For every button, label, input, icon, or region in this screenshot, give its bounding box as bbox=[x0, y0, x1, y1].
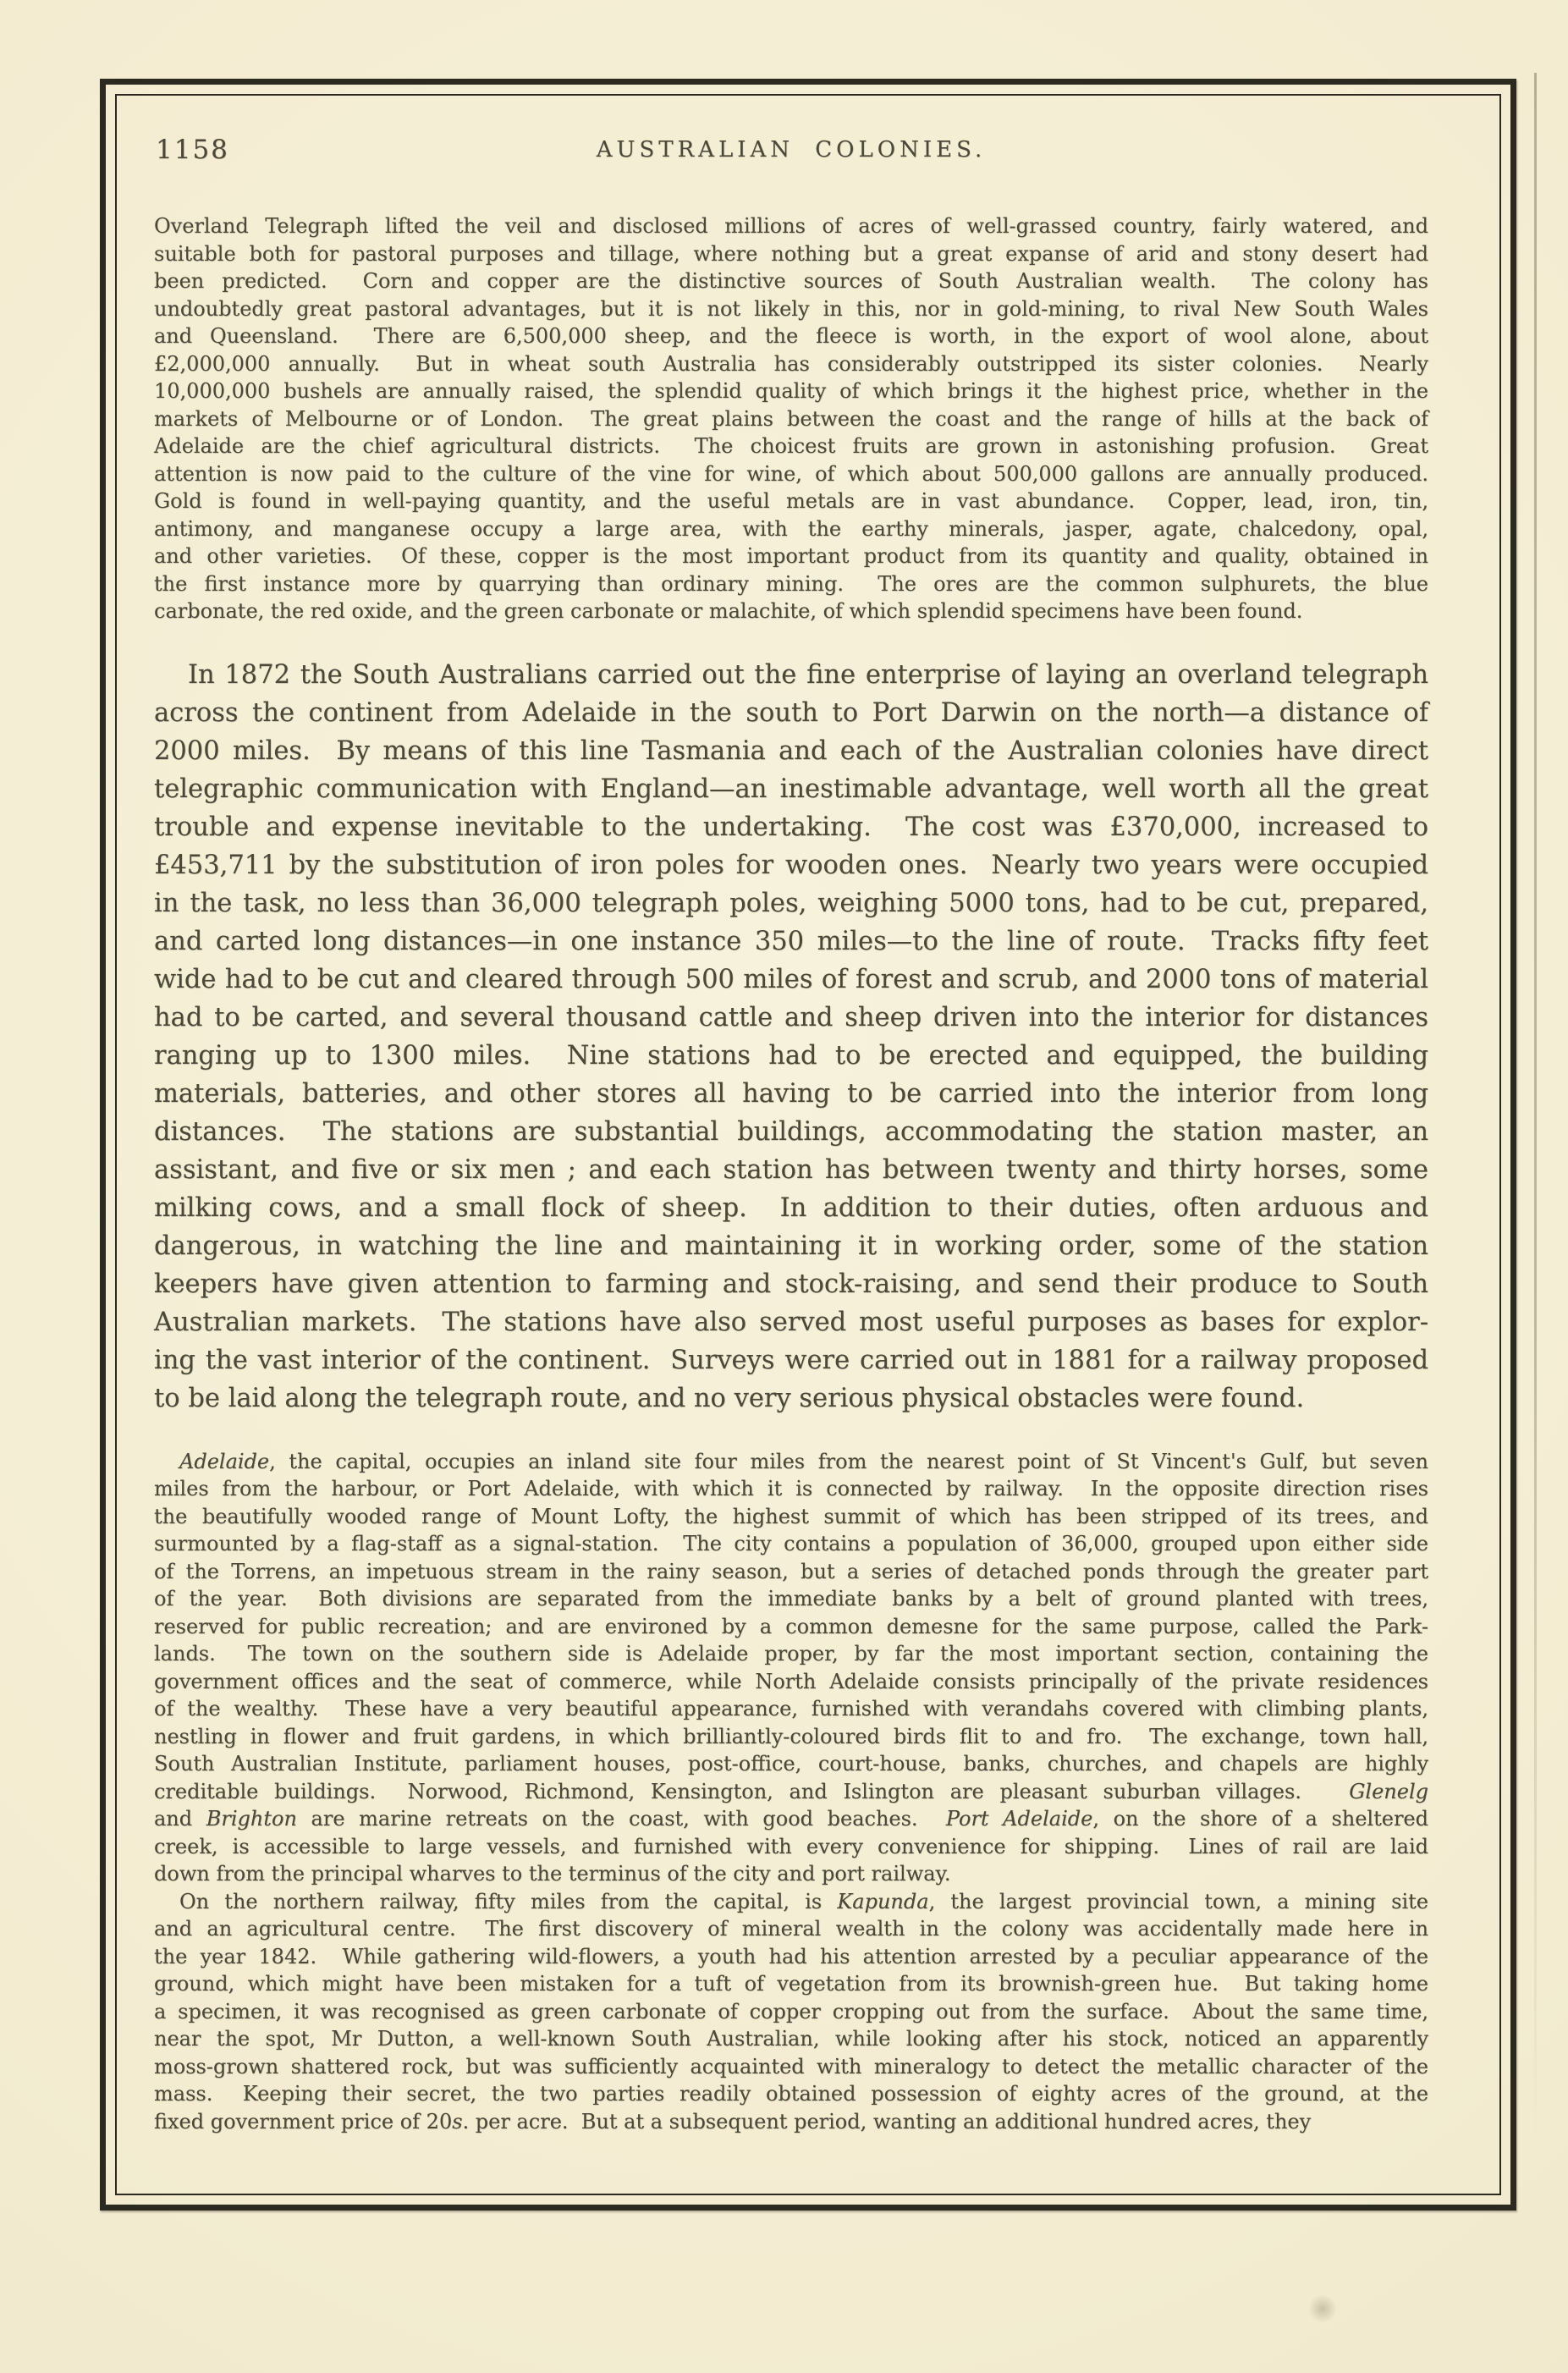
text-line: of the wealthy. These have a very beautiful appearance, furnished with verandahs covered with climbing plants, bbox=[154, 1697, 1428, 1721]
text-line: On the northern railway, fifty miles from the capital, is Kapunda, the largest provincial town, a mining site bbox=[179, 1889, 1429, 1913]
text-line: government offices and the seat of commerce, while North Adelaide consists principally of the private residences bbox=[154, 1669, 1428, 1693]
text-line: ground, which might have been mistaken for a tuft of vegetation from its brownish-green hue. But taking home bbox=[154, 1972, 1428, 1996]
text-line: keepers have given attention to farming and stock-raising, and send their produce to South bbox=[154, 1269, 1428, 1299]
text-line: creditable buildings. Norwood, Richmond, Kensington, and Islington are pleasant suburban villages. Glenelg bbox=[154, 1779, 1428, 1803]
text-line: trouble and expense inevitable to the undertaking. The cost was £370,000, increased to bbox=[154, 812, 1428, 842]
page-edge-line bbox=[1534, 73, 1537, 2138]
page-border-outer bbox=[100, 79, 1516, 2211]
text-line: 10,000,000 bushels are annually raised, the splendid quality of which brings it the highest price, whether in the bbox=[154, 379, 1428, 403]
text-line: undoubtedly great pastoral advantages, but it is not likely in this, nor in gold-mining, to rival New South Wales bbox=[154, 296, 1428, 321]
text-line: South Australian Institute, parliament houses, post-office, court-house, banks, churches, and chapels are highly bbox=[154, 1752, 1428, 1776]
text-line: a specimen, it was recognised as green carbonate of copper cropping out from the surface. About the same time, bbox=[154, 1999, 1428, 2023]
text-line: ing the vast interior of the continent. Surveys were carried out in 1881 for a railway proposed bbox=[154, 1345, 1428, 1375]
text-line: suitable both for pastoral purposes and tillage, where nothing but a great expanse of arid and stony desert had bbox=[154, 241, 1428, 266]
text-line: assistant, and five or six men ; and each station has between twenty and thirty horses, some bbox=[154, 1154, 1428, 1185]
text-line: telegraphic communication with England—an inestimable advantage, well worth all the great bbox=[154, 774, 1428, 804]
paragraph bbox=[154, 1888, 1428, 2136]
text-line: the year 1842. While gathering wild-flowers, a youth had his attention arrested by a peculiar appearance of the bbox=[154, 1944, 1428, 1968]
text-line: Gold is found in well-paying quantity, and the useful metals are in vast abundance. Copper, lead, iron, tin, bbox=[154, 489, 1428, 513]
text-line: and Queensland. There are 6,500,000 sheep, and the fleece is worth, in the export of wool alone, about bbox=[154, 324, 1428, 348]
text-line: nestling in flower and fruit gardens, in which brilliantly-coloured birds flit to and fro. The exchange, town hall, bbox=[154, 1724, 1428, 1748]
text-line: moss-grown shattered rock, but was sufficiently acquainted with mineralogy to detect the metallic character of the bbox=[154, 2054, 1428, 2078]
text-line: materials, batteries, and other stores all having to be carried into the interior from long bbox=[154, 1078, 1428, 1109]
paragraph bbox=[154, 656, 1428, 1418]
text-line: Australian markets. The stations have also served most useful purposes as bases for explor- bbox=[154, 1307, 1428, 1337]
text-line: markets of Melbourne or of London. The great plains between the coast and the range of hills at the back of bbox=[154, 406, 1428, 431]
text-line: wide had to be cut and cleared through 500 miles of forest and scrub, and 2000 tons of material bbox=[154, 964, 1428, 994]
text-line: Adelaide, the capital, occupies an inland site four miles from the nearest point of St Vincent's Gulf, but seven bbox=[179, 1449, 1428, 1473]
text-line: reserved for public recreation; and are environed by a common demesne for the same purpose, called the Park- bbox=[154, 1614, 1428, 1638]
page-header-title: AUSTRALIAN COLONIES. bbox=[596, 137, 987, 162]
text-line: in the task, no less than 36,000 telegraph poles, weighing 5000 tons, had to be cut, prepared, bbox=[154, 888, 1428, 918]
page-content bbox=[154, 133, 1428, 2194]
text-line: 2000 miles. By means of this line Tasmania and each of the Australian colonies have direct bbox=[154, 735, 1428, 766]
text-line: Overland Telegraph lifted the veil and disclosed millions of acres of well-grassed country, fairly watered, and bbox=[154, 214, 1428, 238]
text-line: fixed government price of 20s. per acre. But at a subsequent period, wanting an additional hundred acres, they bbox=[154, 2109, 1312, 2133]
text-line: to be laid along the telegraph route, and no very serious physical obstacles were found. bbox=[154, 1383, 1305, 1413]
text-line: and other varieties. Of these, copper is the most important product from its quantity and quality, obtained in bbox=[154, 544, 1428, 568]
text-line: across the continent from Adelaide in the south to Port Darwin on the north—a distance of bbox=[154, 697, 1428, 728]
text-line: near the spot, Mr Dutton, a well-known South Australian, while looking after his stock, noticed an apparently bbox=[154, 2027, 1428, 2051]
text-line: carbonate, the red oxide, and the green carbonate or malachite, of which splendid specimens have been found. bbox=[154, 599, 1303, 623]
page-number: 1158 bbox=[156, 135, 229, 165]
text-line: down from the principal wharves to the terminus of the city and port railway. bbox=[154, 1862, 951, 1886]
text-line: lands. The town on the southern side is Adelaide proper, by far the most important section, containing the bbox=[154, 1642, 1428, 1666]
text-line: £453,711 by the substitution of iron poles for wooden ones. Nearly two years were occupied bbox=[154, 850, 1428, 880]
text-line: and an agricultural centre. The first discovery of mineral wealth in the colony was accidentally made here in bbox=[154, 1917, 1428, 1941]
text-line: creek, is accessible to large vessels, and furnished with every convenience for shipping. Lines of rail are laid bbox=[154, 1834, 1428, 1858]
text-line: milking cows, and a small flock of sheep. In addition to their duties, often arduous and bbox=[154, 1192, 1428, 1223]
text-line: antimony, and manganese occupy a large area, with the earthy minerals, jasper, agate, chalcedony, opal, bbox=[154, 516, 1428, 541]
text-line: In 1872 the South Australians carried out the fine enterprise of laying an overland telegraph bbox=[188, 659, 1428, 690]
text-line: the beautifully wooded range of Mount Lofty, the highest summit of which has been stripped of its trees, and bbox=[154, 1504, 1428, 1528]
text-line: Adelaide are the chief agricultural districts. The choicest fruits are grown in astonishing profusion. Great bbox=[154, 434, 1428, 458]
page-border-inner bbox=[115, 94, 1501, 2195]
text-line: had to be carted, and several thousand cattle and sheep driven into the interior for distances bbox=[154, 1002, 1428, 1032]
text-line: mass. Keeping their secret, the two parties readily obtained possession of eighty acres of the ground, at the bbox=[154, 2082, 1428, 2106]
text-line: the first instance more by quarrying than ordinary mining. The ores are the common sulphurets, the blue bbox=[154, 571, 1428, 596]
page-paragraphs bbox=[154, 212, 1428, 2135]
paragraph bbox=[154, 212, 1428, 625]
text-line: dangerous, in watching the line and maintaining it in working order, some of the station bbox=[154, 1231, 1428, 1261]
text-line: of the year. Both divisions are separated from the immediate banks by a belt of ground planted with trees, bbox=[154, 1587, 1428, 1610]
paragraph bbox=[154, 1448, 1428, 1888]
text-line: ranging up to 1300 miles. Nine stations had to be erected and equipped, the building bbox=[154, 1040, 1428, 1071]
text-line: distances. The stations are substantial buildings, accommodating the station master, an bbox=[154, 1116, 1428, 1147]
text-line: miles from the harbour, or Port Adelaide, with which it is connected by railway. In the opposite direction rises bbox=[154, 1477, 1428, 1500]
text-line: attention is now paid to the culture of the vine for wine, of which about 500,000 gallons are annually produced. bbox=[154, 461, 1428, 486]
text-line: and Brighton are marine retreats on the coast, with good beaches. Port Adelaide, on the shore of a sheltered bbox=[154, 1807, 1428, 1831]
text-line: and carted long distances—in one instance 350 miles—to the line of route. Tracks fifty feet bbox=[154, 926, 1428, 956]
text-line: £2,000,000 annually. But in wheat south Australia has considerably outstripped its sister colonies. Nearly bbox=[154, 351, 1428, 376]
foxing-spot bbox=[1307, 2295, 1338, 2322]
running-header bbox=[154, 133, 1428, 172]
text-line: been predicted. Corn and copper are the distinctive sources of South Australian wealth. The colony has bbox=[154, 269, 1428, 293]
text-line: of the Torrens, an impetuous stream in the rainy season, but a series of detached ponds through the greater part bbox=[154, 1559, 1428, 1583]
text-line: surmounted by a flag-staff as a signal-station. The city contains a population of 36,000, grouped upon either side bbox=[154, 1532, 1428, 1555]
